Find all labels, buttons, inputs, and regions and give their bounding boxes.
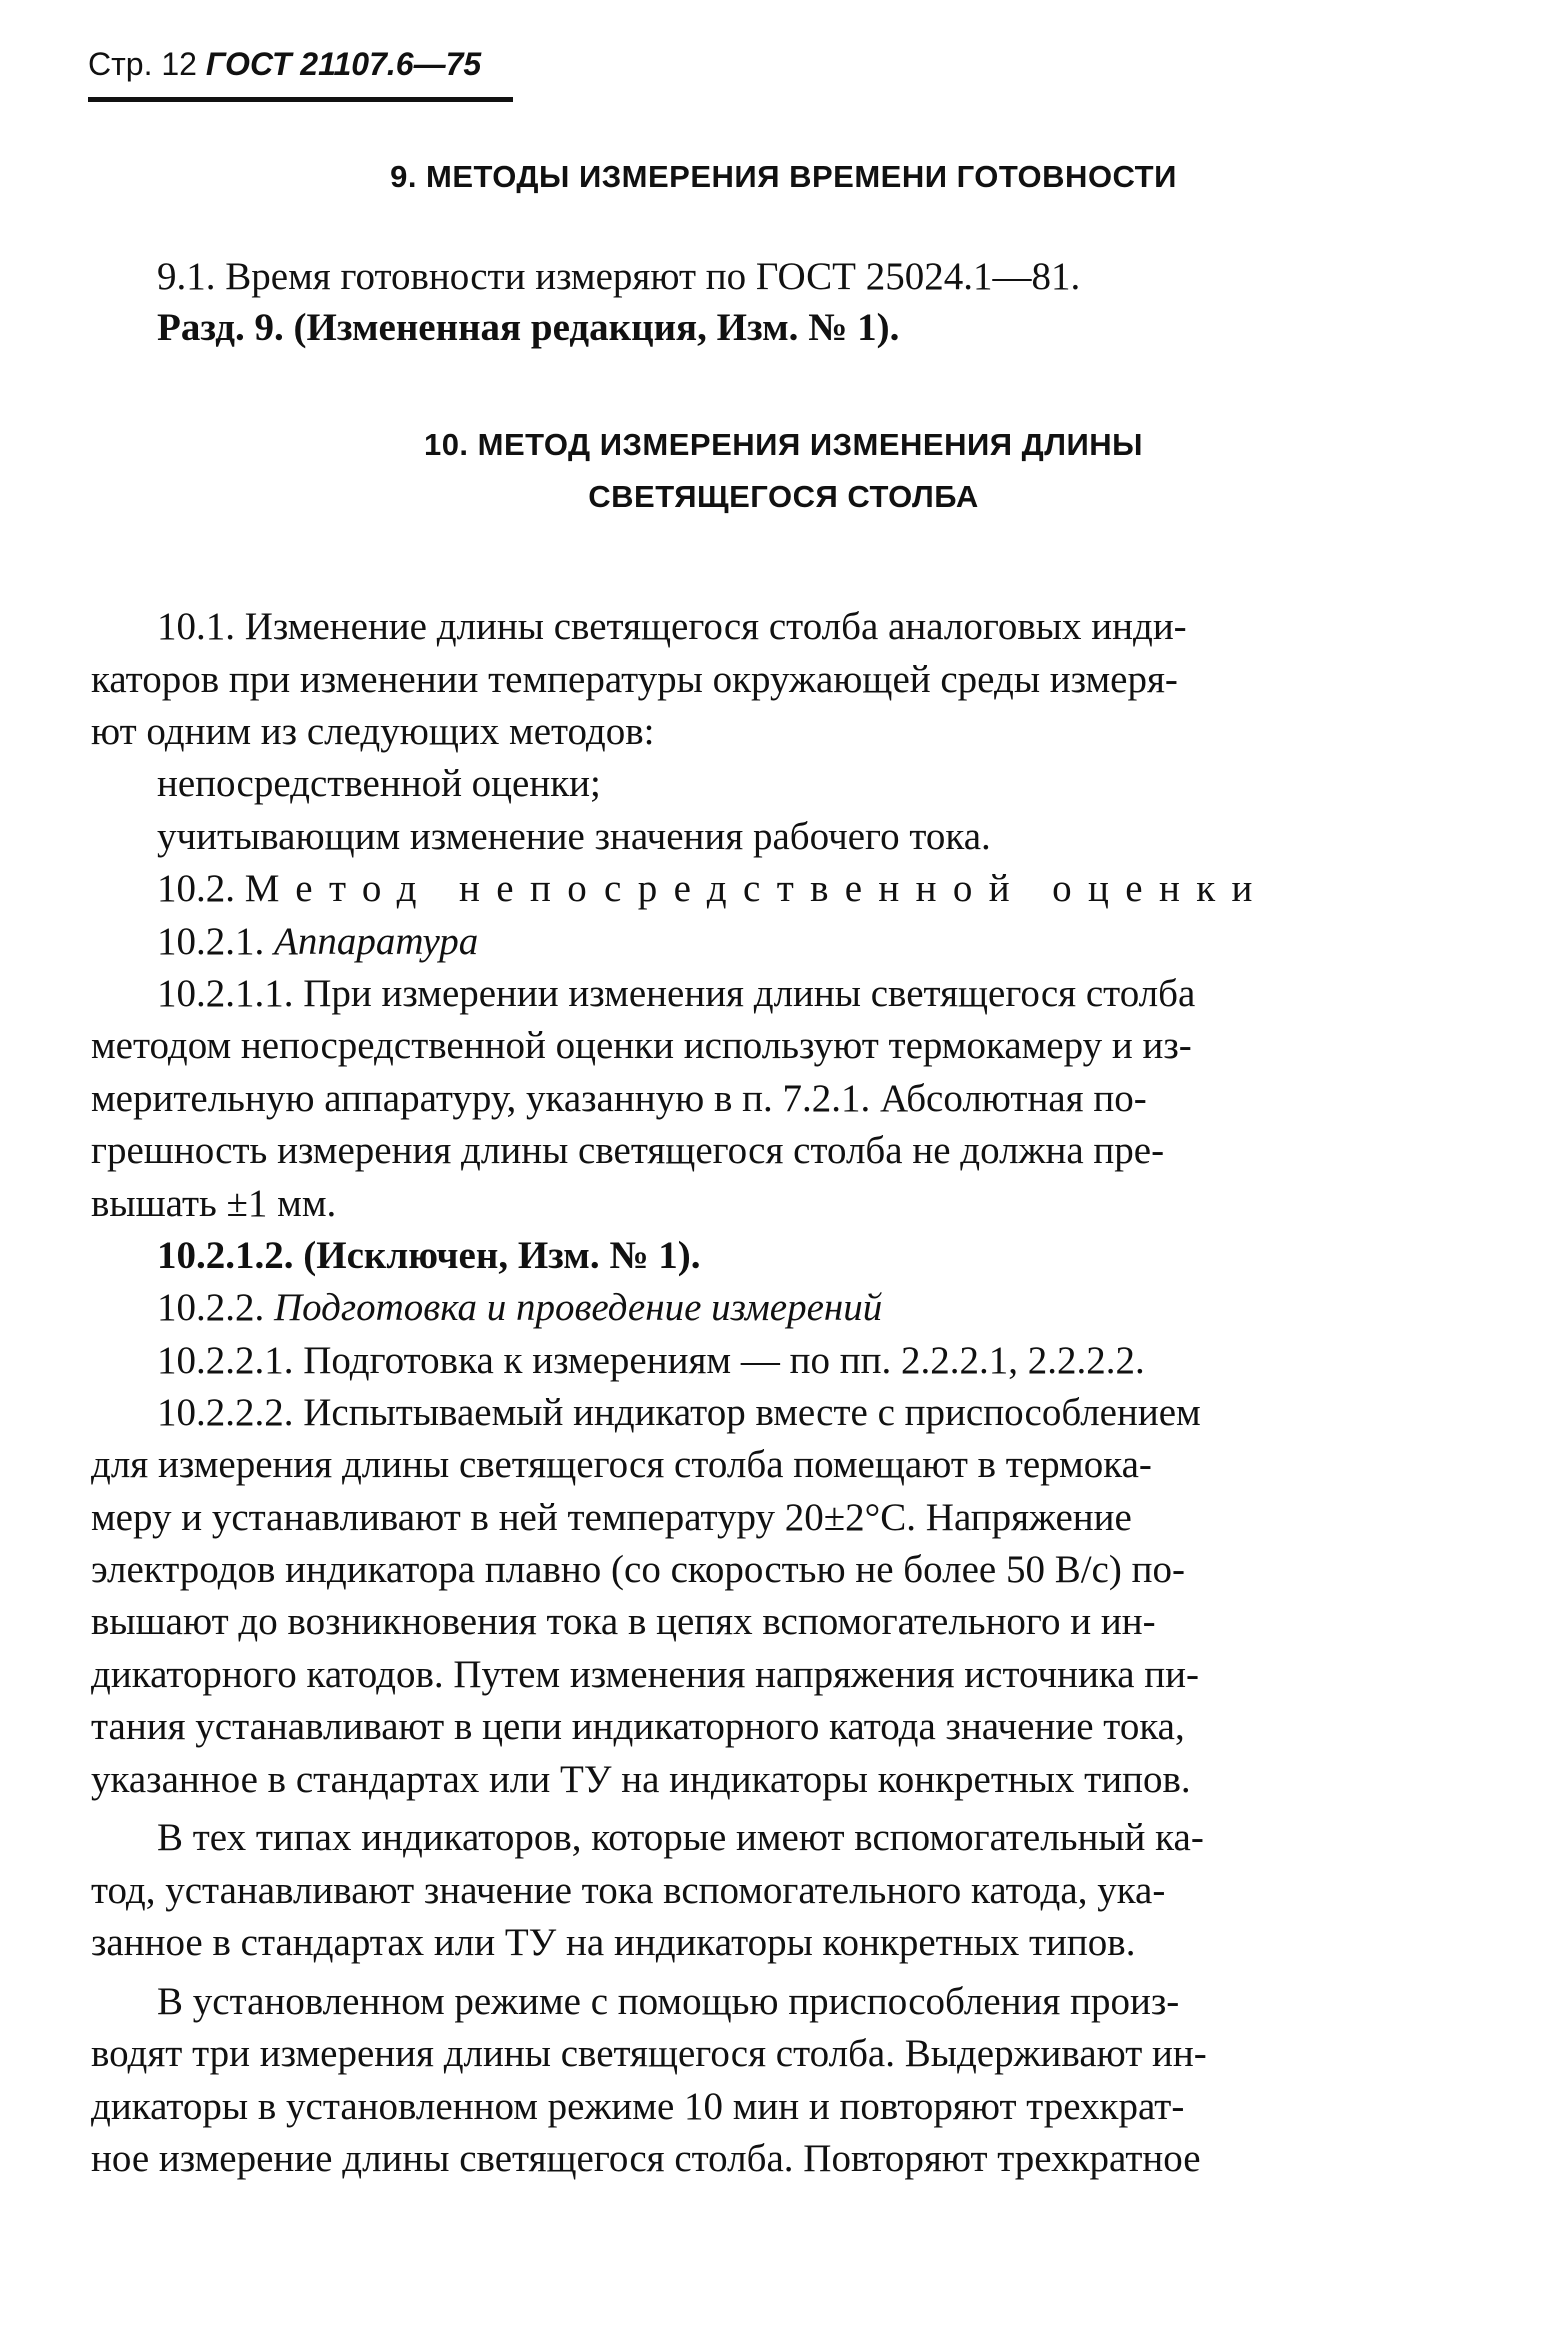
- header-rule: [88, 97, 513, 102]
- paragraph-line: водят три измерения длины светящегося столба. Выдерживают ин-: [91, 2032, 1207, 2075]
- paragraph-line: ное измерение длины светящегося столба. Повторяют трехкратное: [91, 2137, 1201, 2180]
- section-10-title-line1: 10. МЕТОД ИЗМЕРЕНИЯ ИЗМЕНЕНИЯ ДЛИНЫ: [423, 427, 1144, 462]
- paragraph-line: ют одним из следующих методов:: [91, 710, 655, 753]
- subsection-heading: [157, 864, 1269, 914]
- paragraph-line: 10.1. Изменение длины светящегося столба аналоговых инди-: [157, 605, 1187, 648]
- subsection-heading: [157, 917, 478, 967]
- paragraph-line: тод, устанавливают значение тока вспомогательного катода, ука-: [91, 1869, 1166, 1912]
- page-label: Стр. 12: [88, 46, 197, 82]
- subsection-number: 10.2.1.: [157, 920, 265, 963]
- paragraph-line: вышают до возникновения тока в цепях вспомогательного и ин-: [91, 1600, 1156, 1643]
- subsection-number: 10.2.: [157, 867, 235, 910]
- paragraph-line: меру и устанавливают в ней температуру 20±2°С. Напряжение: [91, 1496, 1132, 1539]
- standard-number: ГОСТ 21107.6—75: [205, 46, 482, 82]
- paragraph-line: для измерения длины светящегося столба помещают в термока-: [91, 1443, 1152, 1486]
- paragraph-line: указанное в стандартах или ТУ на индикаторы конкретных типов.: [91, 1758, 1191, 1801]
- paragraph-line: 10.2.2.1. Подготовка к измерениям — по пп. 2.2.2.1, 2.2.2.2.: [157, 1339, 1145, 1382]
- subsection-title: Аппаратура: [274, 920, 479, 963]
- paragraph-line: непосредственной оценки;: [157, 762, 601, 805]
- subsection-number: 10.2.2.: [157, 1286, 265, 1329]
- paragraph-line: грешность измерения длины светящегося столба не должна пре-: [91, 1129, 1165, 1172]
- section-9-title: 9. МЕТОДЫ ИЗМЕРЕНИЯ ВРЕМЕНИ ГОТОВНОСТИ: [390, 159, 1177, 194]
- paragraph-line: дикаторы в установленном режиме 10 мин и повторяют трехкрат-: [91, 2085, 1185, 2128]
- paragraph-line: 10.2.1.1. При измерении изменения длины светящегося столба: [157, 972, 1196, 1015]
- paragraph-line: вышать ±1 мм.: [91, 1182, 337, 1225]
- paragraph-line: 10.2.2.2. Испытываемый индикатор вместе с приспособлением: [157, 1391, 1201, 1434]
- subsection-title: Метод непосредственной оценки: [244, 867, 1269, 910]
- paragraph-line: В установленном режиме с помощью приспособления произ-: [157, 1980, 1180, 2023]
- running-header: [88, 46, 481, 83]
- paragraph-line: электродов индикатора плавно (со скоростью не более 50 В/с) по-: [91, 1548, 1185, 1591]
- paragraph-line: 9.1. Время готовности измеряют по ГОСТ 25024.1—81.: [157, 255, 1081, 298]
- paragraph-line: мерительную аппаратуру, указанную в п. 7.2.1. Абсолютная по-: [91, 1077, 1147, 1120]
- paragraph-line: дикаторного катодов. Путем изменения напряжения источника пи-: [91, 1653, 1199, 1696]
- section-10-title-line2: СВЕТЯЩЕГОСЯ СТОЛБА: [588, 479, 979, 514]
- paragraph-line: методом непосредственной оценки используют термокамеру и из-: [91, 1024, 1192, 1067]
- subsection-title: Подготовка и проведение измерений: [274, 1286, 883, 1329]
- paragraph-line: В тех типах индикаторов, которые имеют вспомогательный ка-: [157, 1816, 1204, 1859]
- paragraph-line: занное в стандартах или ТУ на индикаторы конкретных типов.: [91, 1921, 1136, 1964]
- amendment-note: Разд. 9. (Измененная редакция, Изм. № 1).: [157, 306, 900, 349]
- paragraph-line: каторов при изменении температуры окружающей среды измеря-: [91, 658, 1178, 701]
- section-10-title: [0, 419, 1567, 523]
- excluded-clause: 10.2.1.2. (Исключен, Изм. № 1).: [157, 1234, 701, 1277]
- paragraph-line: тания устанавливают в цепи индикаторного катода значение тока,: [91, 1705, 1185, 1748]
- subsection-heading: [157, 1283, 882, 1333]
- paragraph-line: учитывающим изменение значения рабочего тока.: [157, 815, 991, 858]
